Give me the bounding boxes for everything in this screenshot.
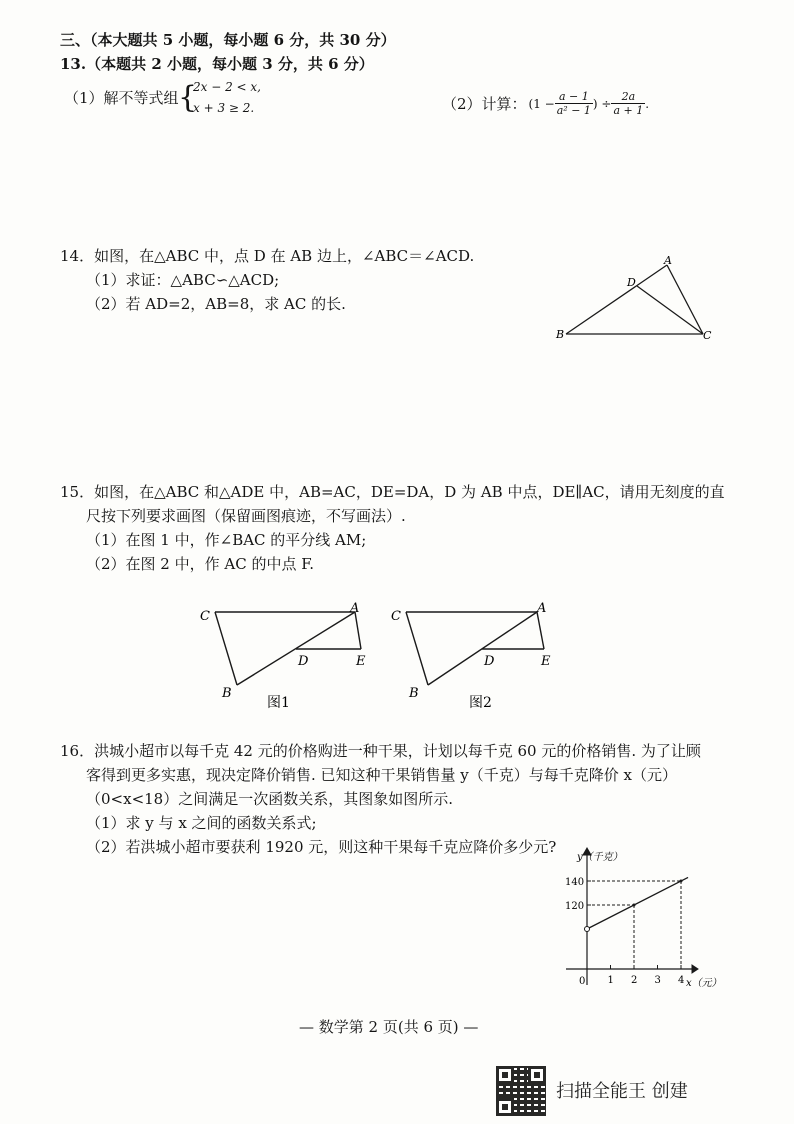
- function-line: [587, 877, 688, 929]
- q16-line4: （1）求 y 与 x 之间的函数关系式;: [86, 814, 317, 832]
- q15-figure-2: [406, 612, 544, 685]
- data-point: [633, 904, 636, 907]
- q16-chart-marks: [565, 877, 688, 986]
- x-axis-label: x（元）: [686, 978, 722, 989]
- page-footer: — 数学第 2 页(共 6 页) —: [299, 1018, 479, 1036]
- q15-line4: （2）在图 2 中，作 AC 的中点 F.: [86, 555, 315, 573]
- fig2-segment-cb: [406, 612, 428, 685]
- fraction-2-numerator: 2a: [611, 90, 645, 104]
- inequality-line1: 2x − 2 < x,: [193, 80, 261, 94]
- segment-ac: [667, 265, 703, 334]
- q14-line1: 14．如图，在△ABC 中，点 D 在 AB 边上，∠ABC＝∠ACD.: [60, 247, 475, 265]
- q14-line2: （1）求证：△ABC∽△ACD;: [86, 271, 280, 289]
- q15-figure-1: [215, 612, 361, 685]
- q13-part1-label: （1）解不等式组: [64, 89, 179, 107]
- open-endpoint: [585, 927, 590, 932]
- q13-title: 13.（本题共 2 小题，每小题 3 分，共 6 分）: [60, 55, 374, 73]
- q14-label-a: A: [664, 254, 672, 267]
- scanner-watermark: 扫描全能王 创建: [556, 1081, 688, 1102]
- fig2-caption: 图2: [469, 695, 492, 711]
- fig1-segment-ae: [355, 612, 361, 649]
- fig2-label-e: E: [541, 654, 551, 669]
- x-tick-label: 1: [607, 975, 614, 986]
- y-tick-label: 140: [565, 877, 585, 888]
- expr-open: (1 −: [528, 96, 555, 111]
- section-header: 三、（本大题共 5 小题，每小题 6 分，共 30 分）: [60, 31, 396, 49]
- fraction-1-denominator: a² − 1: [556, 104, 591, 117]
- q16-line2: 客得到更多实惠，现决定降价销售. 已知这种干果销售量 y（千克）与每千克降价 x（元）: [86, 766, 678, 784]
- fig2-label-b: B: [409, 686, 419, 701]
- fraction-1-numerator: a − 1: [555, 90, 593, 104]
- fig2-segment-ae: [537, 612, 544, 649]
- fig1-caption: 图1: [267, 695, 290, 711]
- q14-line3: （2）若 AD=2，AB=8，求 AC 的长.: [86, 295, 346, 313]
- origin-label: 0: [579, 976, 586, 987]
- fig1-label-c: C: [200, 609, 210, 624]
- q15-line3: （1）在图 1 中，作∠BAC 的平分线 AM;: [86, 531, 367, 549]
- fig1-label-a: A: [350, 601, 360, 616]
- fraction-2-denominator: a + 1: [613, 104, 644, 117]
- y-tick-label: 120: [565, 901, 585, 912]
- x-tick-label: 4: [678, 975, 685, 986]
- data-point: [680, 880, 683, 883]
- fig2-label-a: A: [537, 601, 547, 616]
- fig1-label-b: B: [222, 686, 232, 701]
- fig2-label-d: D: [484, 654, 495, 669]
- x-tick-label: 2: [631, 975, 638, 986]
- fig1-segment-cb: [215, 612, 237, 685]
- q15-line2: 尺按下列要求画图（保留画图痕迹，不写画法）.: [86, 507, 406, 525]
- segment-ba: [566, 265, 667, 334]
- segment-dc: [637, 286, 703, 334]
- q15-line1: 15．如图，在△ABC 和△ADE 中，AB=AC，DE=DA，D 为 AB 中点，DE∥AC，请用无刻度的直: [60, 483, 725, 501]
- inequality-line2: x + 3 ≥ 2.: [193, 101, 255, 115]
- fig1-label-e: E: [356, 654, 366, 669]
- y-axis-label: y（千克）: [577, 852, 623, 863]
- expr-end: .: [645, 96, 650, 111]
- q16-line3: （0<x<18）之间满足一次函数关系，其图象如图所示.: [86, 790, 453, 808]
- q14-label-d: D: [627, 276, 636, 289]
- q13-part2-label: （2）计算：: [442, 94, 527, 113]
- q16-graph: [566, 848, 698, 985]
- x-axis-arrow: [692, 965, 698, 973]
- q16-line5: （2）若洪城小超市要获利 1920 元，则这种干果每千克应降价多少元?: [86, 838, 557, 856]
- fig2-label-c: C: [391, 609, 401, 624]
- system-brace: {: [178, 80, 198, 115]
- q16-line1: 16．洪城小超市以每千克 42 元的价格购进一种干果，计划以每千克 60 元的价格销售. 为了让顾: [60, 742, 701, 760]
- expr-mid: ) ÷: [592, 96, 612, 111]
- q14-label-b: B: [556, 328, 565, 341]
- qr-code-icon: [496, 1066, 546, 1116]
- x-tick-label: 3: [654, 975, 661, 986]
- fig1-label-d: D: [298, 654, 309, 669]
- q14-label-c: C: [703, 329, 712, 342]
